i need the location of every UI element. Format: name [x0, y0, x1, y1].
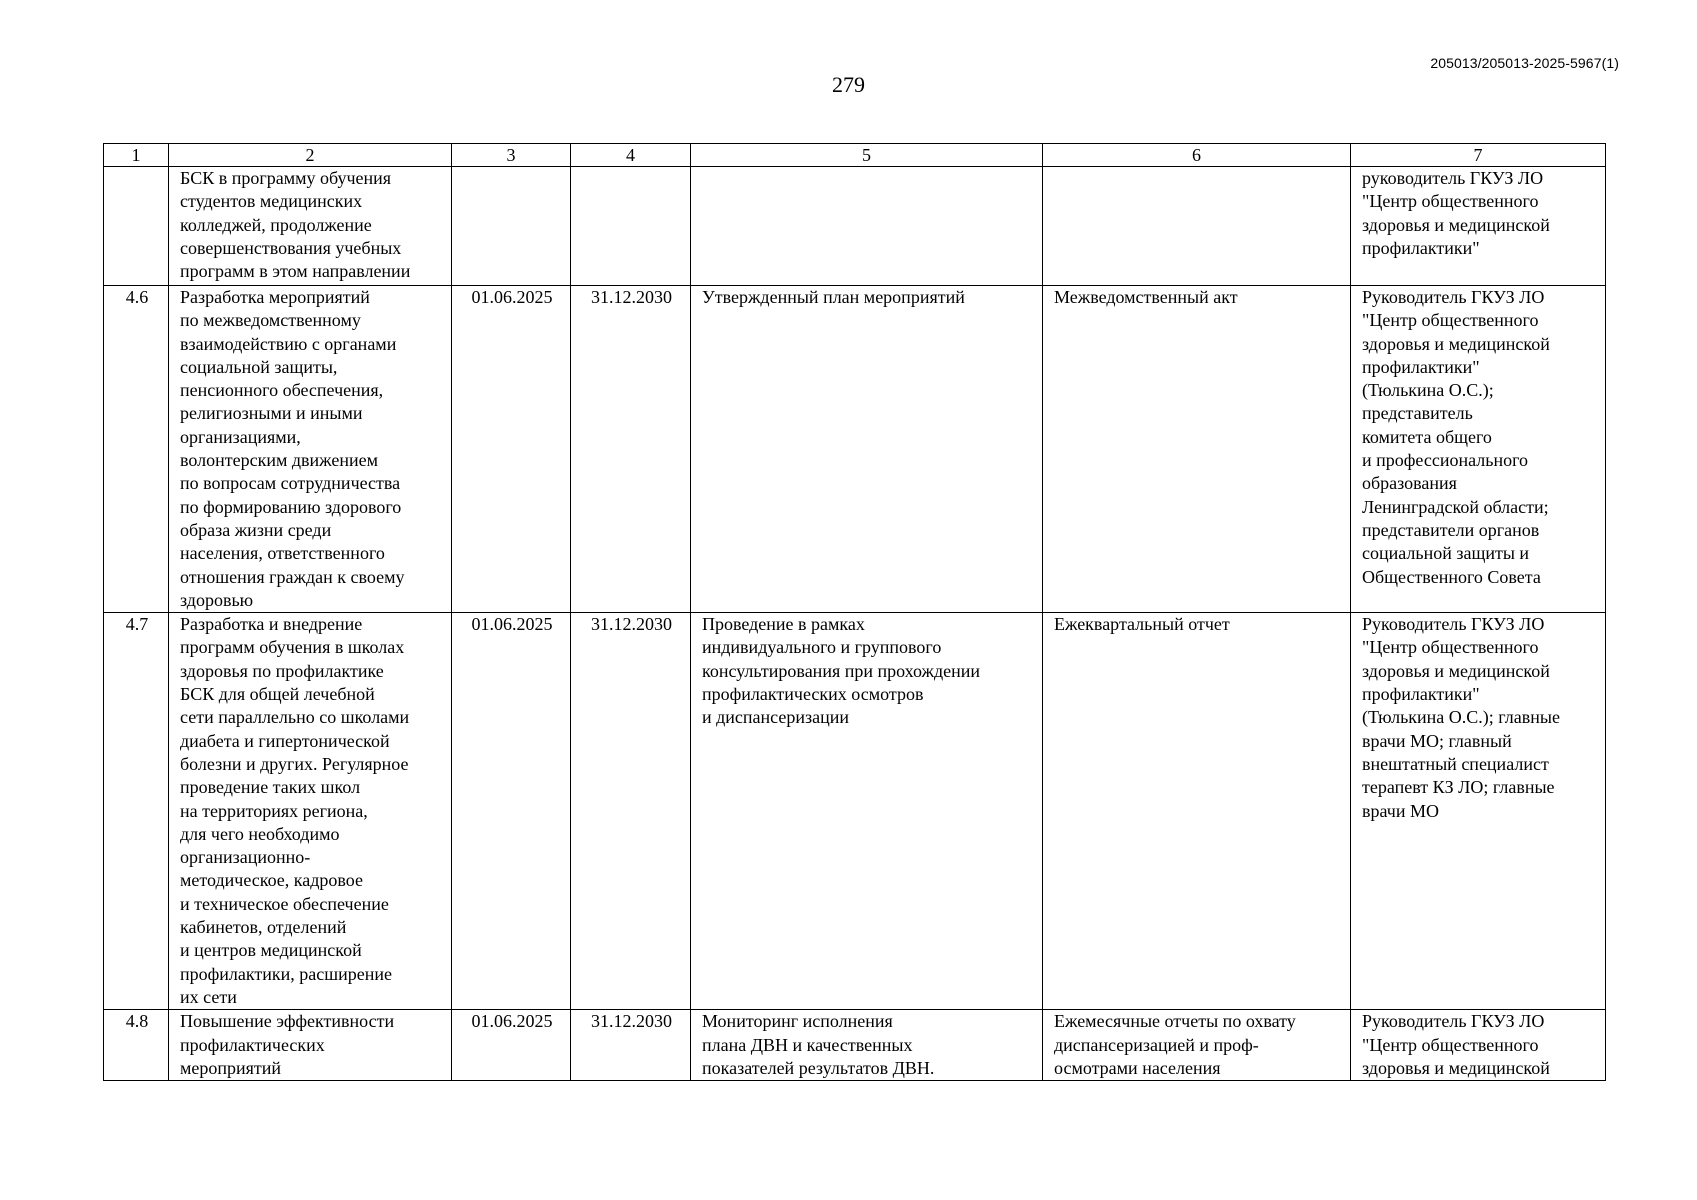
- end-date-cell: [571, 167, 691, 286]
- item-number-cell: 4.6: [104, 286, 169, 613]
- item-number-cell: 4.7: [104, 613, 169, 1010]
- column-header: 7: [1351, 144, 1606, 167]
- table-row: [104, 167, 1606, 286]
- item-number-cell: [104, 167, 169, 286]
- document-id: 205013/205013-2025-5967(1): [1430, 55, 1619, 71]
- column-number-row: [104, 144, 1606, 167]
- table-row: [104, 286, 1606, 613]
- item-number-cell: 4.8: [104, 1010, 169, 1081]
- column-header: 5: [691, 144, 1043, 167]
- plan-table: [103, 143, 1606, 1081]
- start-date-cell: 01.06.2025: [452, 286, 571, 613]
- column-header: 1: [104, 144, 169, 167]
- activity-cell: Разработка и внедрение программ обучения в школах здоровья по профилактике БСК для общей лечебной сети параллельно со школами диабета и гипертонической болезни и других. Регулярное проведение таких школ на территориях региона, для чего необходимо организационно- методическое, кадровое и техническое обеспечение кабинетов, отделений и центров медицинской профилактики, расширение их сети: [169, 613, 452, 1010]
- document-cell: Ежеквартальный отчет: [1043, 613, 1351, 1010]
- activity-cell: Разработка мероприятий по межведомственному взаимодействию с органами социальной защиты, пенсионного обеспечения, религиозными и иными организациями, волонтерским движением по вопросам сотрудничества по формированию здорового образа жизни среди населения, ответственного отношения граждан к своему здоровью: [169, 286, 452, 613]
- page-number: 279: [832, 72, 865, 97]
- column-header: 3: [452, 144, 571, 167]
- start-date-cell: [452, 167, 571, 286]
- responsible-cell: руководитель ГКУЗ ЛО "Центр общественного здоровья и медицинской профилактики": [1351, 167, 1606, 286]
- end-date-cell: 31.12.2030: [571, 1010, 691, 1081]
- responsible-cell: Руководитель ГКУЗ ЛО "Центр общественного здоровья и медицинской профилактики" (Тюлькина О.С.); главные врачи МО; главный внештатный специалист терапевт КЗ ЛО; главные врачи МО: [1351, 613, 1606, 1010]
- responsible-cell: Руководитель ГКУЗ ЛО "Центр общественного здоровья и медицинской профилактики" (Тюлькина О.С.); представитель комитета общего и профессионального образования Ленинградской области; представители органов социальной защиты и Общественного Совета: [1351, 286, 1606, 613]
- column-header: 4: [571, 144, 691, 167]
- result-cell: Мониторинг исполнения плана ДВН и качественных показателей результатов ДВН.: [691, 1010, 1043, 1081]
- result-cell: Утвержденный план мероприятий: [691, 286, 1043, 613]
- end-date-cell: 31.12.2030: [571, 613, 691, 1010]
- result-cell: [691, 167, 1043, 286]
- start-date-cell: 01.06.2025: [452, 613, 571, 1010]
- document-cell: Ежемесячные отчеты по охвату диспансеризацией и проф- осмотрами населения: [1043, 1010, 1351, 1081]
- document-cell: Межведомственный акт: [1043, 286, 1351, 613]
- end-date-cell: 31.12.2030: [571, 286, 691, 613]
- column-header: 2: [169, 144, 452, 167]
- table-row: [104, 1010, 1606, 1081]
- column-header: 6: [1043, 144, 1351, 167]
- start-date-cell: 01.06.2025: [452, 1010, 571, 1081]
- table-row: [104, 613, 1606, 1010]
- activity-cell: Повышение эффективности профилактических мероприятий: [169, 1010, 452, 1081]
- document-cell: [1043, 167, 1351, 286]
- activity-cell: БСК в программу обучения студентов медицинских колледжей, продолжение совершенствования учебных программ в этом направлении: [169, 167, 452, 286]
- responsible-cell: Руководитель ГКУЗ ЛО "Центр общественного здоровья и медицинской: [1351, 1010, 1606, 1081]
- result-cell: Проведение в рамках индивидуального и группового консультирования при прохождении профилактических осмотров и диспансеризации: [691, 613, 1043, 1010]
